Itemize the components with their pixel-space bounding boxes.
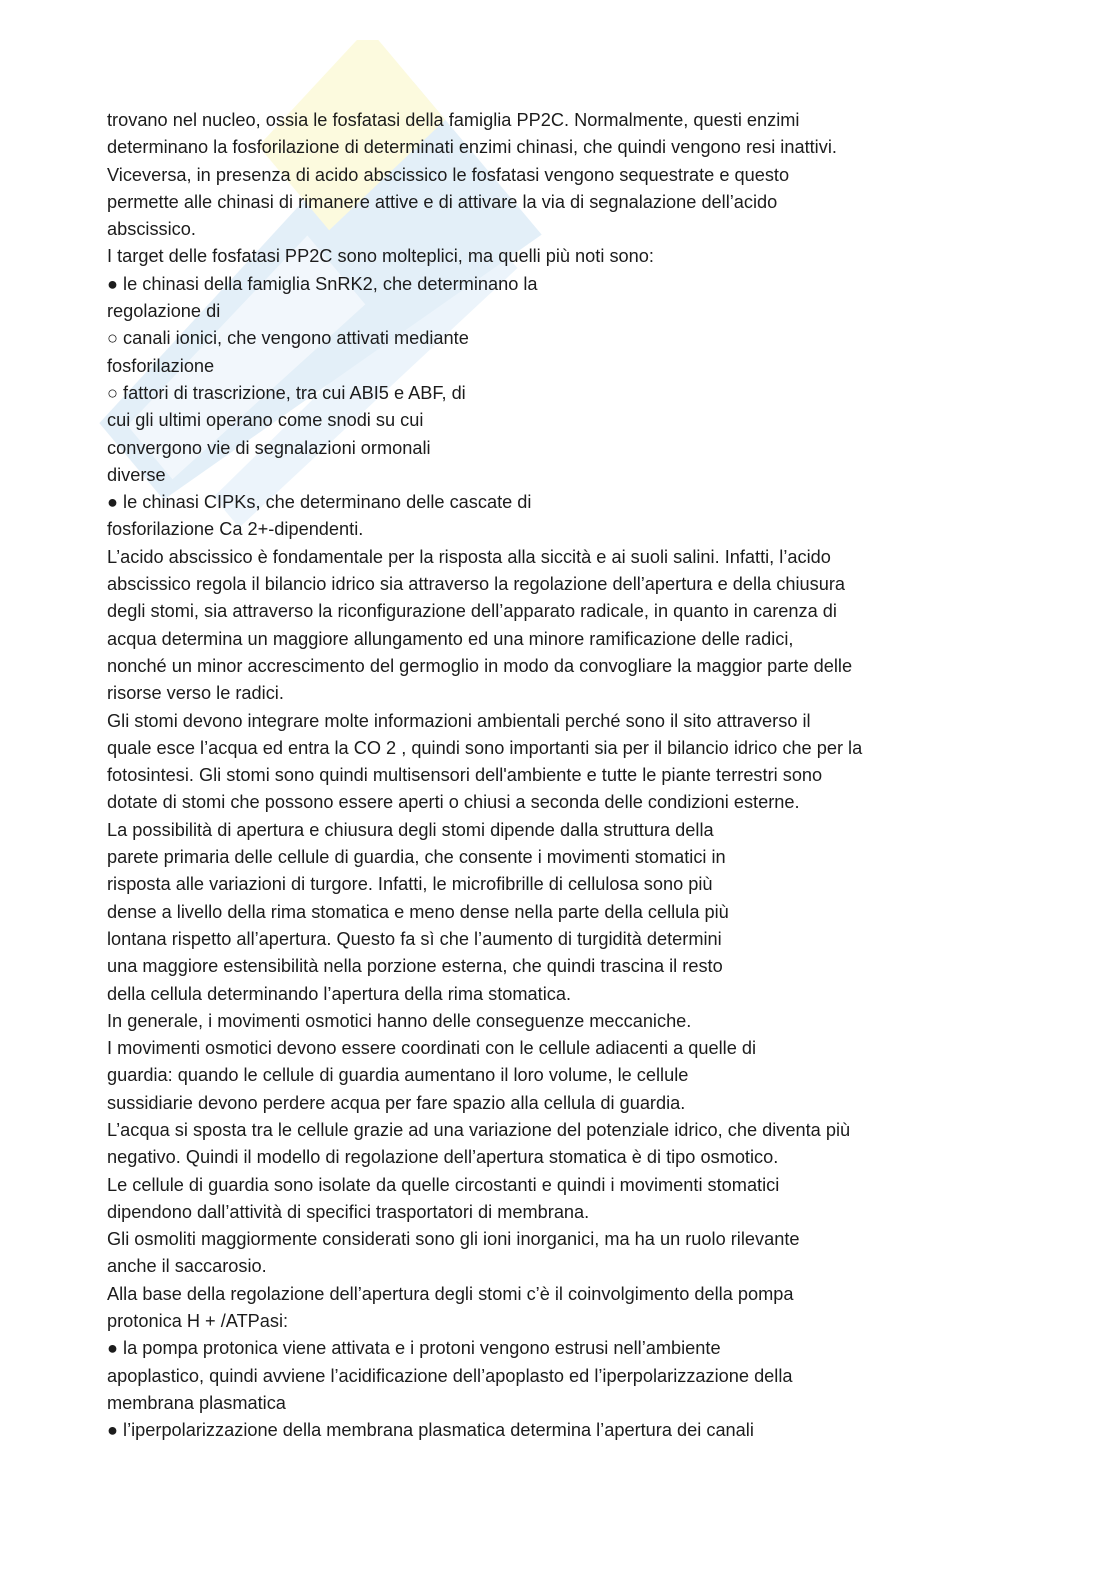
bullet-item: ● l’iperpolarizzazione della membrana plasmatica determina l’apertura dei canali [107,1420,754,1441]
bullet-item: ● le chinasi della famiglia SnRK2, che determinano la [107,273,538,294]
text-line: Alla base della regolazione dell’apertura degli stomi c’è il coinvolgimento della pompa [107,1283,794,1304]
text-line: I movimenti osmotici devono essere coordinati con le cellule adiacenti a quelle di [107,1038,757,1059]
text-line: Viceversa, in presenza di acido abscissico le fosfatasi vengono sequestrate e questo [107,164,790,185]
text-line: anche il saccarosio. [107,1256,267,1277]
text-line: cui gli ultimi operano come snodi su cui [107,410,424,431]
text-line: lontana rispetto all’apertura. Questo fa sì che l’aumento di turgidità determini [107,928,722,949]
text-line: permette alle chinasi di rimanere attive e di attivare la via di segnalazione dell’acido [107,191,778,212]
text-line: fosforilazione [107,355,215,376]
text-line: degli stomi, sia attraverso la riconfigurazione dell’apparato radicale, in quanto in carenza di [107,601,837,622]
text-line: convergono vie di segnalazioni ormonali [107,437,431,458]
text-line: La possibilità di apertura e chiusura degli stomi dipende dalla struttura della [107,819,714,840]
text-line: membrana plasmatica [107,1392,286,1413]
text-line: trovano nel nucleo, ossia le fosfatasi della famiglia PP2C. Normalmente, questi enzimi [107,110,800,130]
text-line: parete primaria delle cellule di guardia, che consente i movimenti stomatici in [107,847,726,868]
text-line: guardia: quando le cellule di guardia aumentano il loro volume, le cellule [107,1065,689,1086]
text-line: sussidiarie devono perdere acqua per fare spazio alla cellula di guardia. [107,1092,686,1113]
text-line: della cellula determinando l’apertura della rima stomatica. [107,983,572,1004]
sub-bullet-item: ○ fattori di trascrizione, tra cui ABI5 e ABF, di [107,382,466,403]
bullet-item: ● la pompa protonica viene attivata e i protoni vengono estrusi nell’ambiente [107,1338,721,1359]
text-line: diverse [107,464,166,485]
sub-bullet-item: ○ canali ionici, che vengono attivati mediante [107,328,469,349]
text-line: risorse verso le radici. [107,683,284,704]
text-line: L’acqua si sposta tra le cellule grazie ad una variazione del potenziale idrico, che diventa più [107,1119,851,1140]
bullet-item: ● le chinasi CIPKs, che determinano delle cascate di [107,492,532,513]
text-line: fosforilazione Ca 2+-dipendenti. [107,519,364,540]
text-line: regolazione di [107,301,221,322]
text-line: una maggiore estensibilità nella porzione esterna, che quindi trascina il resto [107,956,723,977]
text-line: fotosintesi. Gli stomi sono quindi multisensori dell'ambiente e tutte le piante terrestri sono [107,765,823,786]
text-line: L’acido abscissico è fondamentale per la risposta alla siccità e ai suoli salini. Infatti, l’acido [107,546,831,567]
text-line: dense a livello della rima stomatica e meno dense nella parte della cellula più [107,901,729,922]
text-line: quale esce l’acqua ed entra la CO 2 , quindi sono importanti sia per il bilancio idrico che per la [107,737,863,758]
document-body [107,107,957,1445]
text-line: apoplastico, quindi avviene l’acidificazione dell’apoplasto ed l’iperpolarizzazione della [107,1365,793,1386]
text-line: nonché un minor accrescimento del germoglio in modo da convogliare la maggior parte delle [107,655,853,676]
text-line: risposta alle variazioni di turgore. Infatti, le microfibrille di cellulosa sono più [107,874,713,895]
text-line: abscissico regola il bilancio idrico sia attraverso la regolazione dell’apertura e della chiusura [107,574,845,595]
text-line: dipendono dall’attività di specifici trasportatori di membrana. [107,1201,590,1222]
text-line: determinano la fosforilazione di determinati enzimi chinasi, che quindi vengono resi inattivi. [107,137,837,158]
text-line: Le cellule di guardia sono isolate da quelle circostanti e quindi i movimenti stomatici [107,1174,780,1195]
text-line: protonica H + /ATPasi: [107,1311,289,1332]
text-line: negativo. Quindi il modello di regolazione dell’apertura stomatica è di tipo osmotico. [107,1147,779,1168]
text-line: Gli stomi devono integrare molte informazioni ambientali perché sono il sito attraverso il [107,710,811,731]
text-line: Gli osmoliti maggiormente considerati sono gli ioni inorganici, ma ha un ruolo rilevante [107,1229,800,1250]
text-line: acqua determina un maggiore allungamento ed una minore ramificazione delle radici, [107,628,794,649]
text-line: I target delle fosfatasi PP2C sono molteplici, ma quelli più noti sono: [107,246,654,267]
text-line: abscissico. [107,219,196,240]
text-line: dotate di stomi che possono essere aperti o chiusi a seconda delle condizioni esterne. [107,792,800,813]
text-line: In generale, i movimenti osmotici hanno delle conseguenze meccaniche. [107,1010,692,1031]
